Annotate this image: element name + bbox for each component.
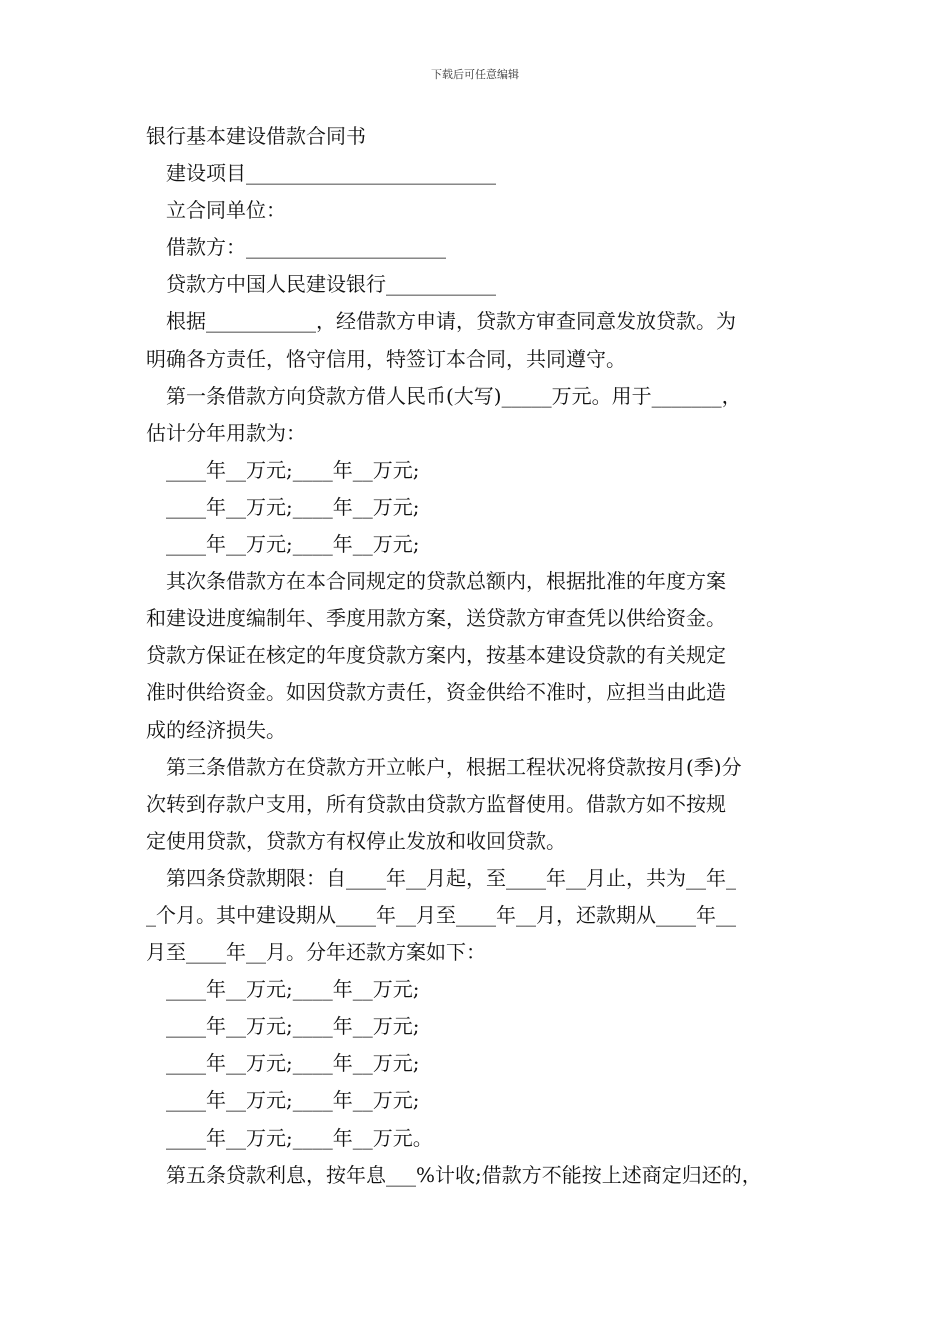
paragraph-line: 明确各方责任，恪守信用，特签订本合同，共同遵守。 xyxy=(146,346,626,371)
clause-2-line: 成的经济损失。 xyxy=(146,717,286,742)
clause-3-line: 次转到存款户支用，所有贷款由贷款方监督使用。借款方如不按规 xyxy=(146,791,726,816)
clause-1-line: 估计分年用款为： xyxy=(146,420,306,445)
clause-2-line: 贷款方保证在核定的年度贷款方案内，按基本建设贷款的有关规定 xyxy=(146,643,726,668)
clause-2-line: 其次条借款方在本合同规定的贷款总额内，根据批准的年度方案 xyxy=(166,569,726,594)
repayment-line: ____年__万元;____年__万元; xyxy=(166,1088,420,1113)
schedule-line: ____年__万元;____年__万元; xyxy=(166,457,420,482)
field-borrower: 借款方：____________________ xyxy=(166,235,446,260)
clause-4-line: 月至____年__月。分年还款方案如下： xyxy=(146,940,486,965)
field-lender: 贷款方中国人民建设银行___________ xyxy=(166,272,496,297)
clause-3-line: 第三条借款方在贷款方开立帐户，根据工程状况将贷款按月(季)分 xyxy=(166,754,742,779)
field-project: 建设项目_________________________ xyxy=(166,161,496,186)
repayment-line: ____年__万元;____年__万元; xyxy=(166,1014,420,1039)
clause-4-line: _个月。其中建设期从____年__月至____年__月，还款期从____年__ xyxy=(146,902,736,927)
schedule-line: ____年__万元;____年__万元; xyxy=(166,532,420,557)
clause-5-line: 第五条贷款利息，按年息___%计收;借款方不能按上述商定归还的， xyxy=(166,1162,762,1187)
repayment-line: ____年__万元;____年__万元; xyxy=(166,1051,420,1076)
clause-1-line: 第一条借款方向贷款方借人民币(大写)_____万元。用于_______， xyxy=(166,383,742,408)
paragraph-line: 根据___________，经借款方申请，贷款方审查同意发放贷款。为 xyxy=(166,309,736,334)
clause-2-line: 和建设进度编制年、季度用款方案，送贷款方审查凭以供给资金。 xyxy=(146,606,726,631)
header-note: 下载后可任意编辑 xyxy=(431,68,519,81)
document-body xyxy=(146,118,816,1194)
document-title: 银行基本建设借款合同书 xyxy=(146,124,366,148)
clause-4-line: 第四条贷款期限：自____年__月起，至____年__月止，共为__年_ xyxy=(166,865,736,890)
clause-3-line: 定使用贷款，贷款方有权停止发放和收回贷款。 xyxy=(146,828,566,853)
schedule-line: ____年__万元;____年__万元; xyxy=(166,494,420,519)
repayment-line: ____年__万元;____年__万元。 xyxy=(166,1125,433,1150)
clause-2-line: 准时供给资金。如因贷款方责任，资金供给不准时，应担当由此造 xyxy=(146,680,726,705)
field-parties-heading: 立合同单位： xyxy=(166,198,286,223)
repayment-line: ____年__万元;____年__万元; xyxy=(166,977,420,1002)
